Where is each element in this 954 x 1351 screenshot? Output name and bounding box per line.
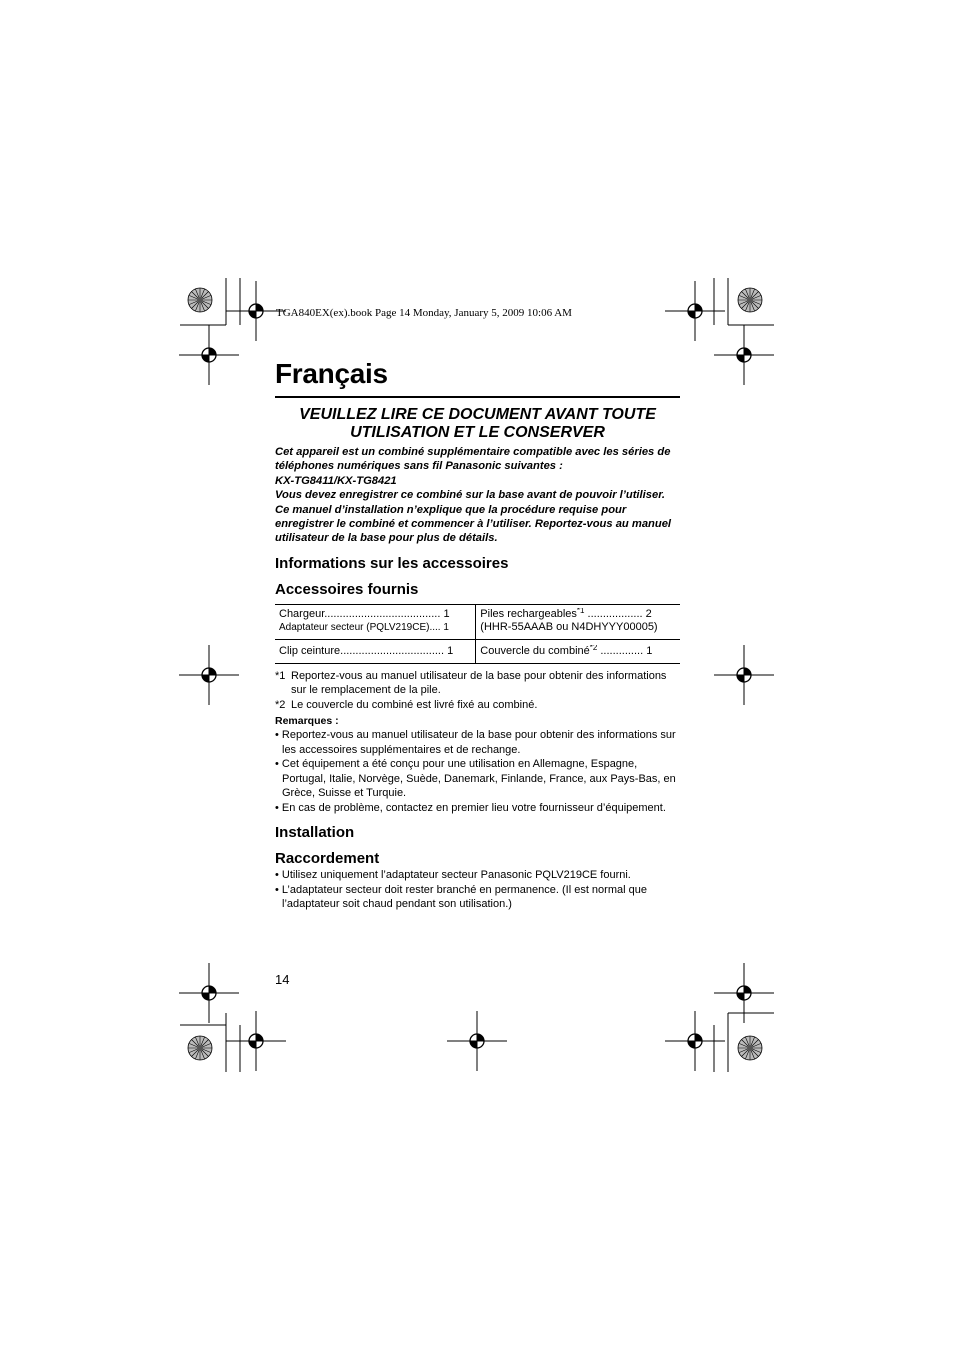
accessory-batteries-model: (HHR-55AAAB ou N4DHYYY00005) [480, 620, 658, 633]
footnote-mark: *2 [275, 698, 286, 711]
table-cell [275, 604, 476, 639]
section-installation: Installation [275, 824, 355, 842]
section-accessories: Informations sur les accessoires [275, 554, 509, 572]
list-item: • Utilisez uniquement l’adaptateur secteur Panasonic PQLV219CE fourni. [275, 868, 680, 883]
footnote-text: Reportez-vous au manuel utilisateur de la base pour obtenir des informations sur le remplacement de la pile. [291, 669, 667, 697]
intro-compat: Cet appareil est un combiné supplémentaire compatible avec les séries de téléphones numériques sans fil Panasonic suivantes : [275, 446, 671, 473]
list-item: • L’adaptateur secteur doit rester branché en permanence. (Il est normal que l’adaptateur soit chaud pendant son utilisation.) [275, 883, 680, 912]
cover-label: Couvercle du combiné [480, 644, 590, 657]
table-cell [275, 639, 476, 663]
star-target-icon [738, 1036, 762, 1060]
batteries-label: Piles rechargeables [480, 607, 577, 620]
intro-register: Vous devez enregistrer ce combiné sur la base avant de pouvoir l’utiliser. Ce manuel d’installation n’explique que la procédure requise pour enregistrer le combiné et commencer à l’utiliser. Reportez-vous au manuel utilisateur de la base pour plus de détails. [275, 489, 672, 545]
footnote [275, 669, 680, 698]
cover-qty: .............. 1 [597, 644, 653, 657]
accessory-batteries [480, 608, 676, 621]
accessory-charger: Chargeur...................................... 1 [279, 607, 450, 620]
subsection-connection: Raccordement [275, 850, 380, 868]
page-content [275, 356, 680, 912]
batteries-qty: .................. 2 [584, 607, 652, 620]
intro-block [275, 445, 680, 546]
accessory-cover [480, 645, 676, 658]
star-target-icon [188, 1036, 212, 1060]
table-cell [476, 639, 680, 663]
accessories-table [275, 604, 680, 664]
footnote-text: Le couvercle du combiné est livré fixé au combiné. [291, 698, 538, 711]
intro-models: KX-TG8411/KX-TG8421 [275, 474, 397, 487]
table-cell [476, 604, 680, 639]
star-target-icon [188, 288, 212, 312]
table-row [275, 639, 680, 663]
footnote-mark: *1 [275, 669, 286, 682]
accessory-adaptor: Adaptateur secteur (PQLV219CE).... 1 [279, 621, 449, 633]
page-number: 14 [275, 972, 290, 987]
footnote-ref: *1 [576, 607, 585, 615]
footnote [275, 698, 680, 713]
list-item: • Cet équipement a été conçu pour une utilisation en Allemagne, Espagne, Portugal, Italie, Norvège, Suède, Danemark, Finlande, France, aux Pays-Bas, en Grèce, Suisse et Turquie. [275, 757, 680, 801]
warning-heading: VEUILLEZ LIRE CE DOCUMENT AVANT TOUTE UTILISATION ET LE CONSERVER [299, 406, 656, 441]
remarks-title: Remarques : [275, 715, 339, 728]
book-file-info: TGA840EX(ex).book Page 14 Monday, January 5, 2009 10:06 AM [276, 307, 572, 319]
footnotes [275, 669, 680, 713]
list-item: • En cas de problème, contactez en premier lieu votre fournisseur d’équipement. [275, 801, 680, 816]
page-title: Français [275, 358, 388, 389]
star-target-icon [738, 288, 762, 312]
list-item: • Reportez-vous au manuel utilisateur de la base pour obtenir des informations sur les accessoires supplémentaires et de rechange. [275, 728, 680, 757]
connection-list [275, 868, 680, 912]
remarks-list [275, 728, 680, 815]
title-rule [275, 396, 680, 398]
table-row [275, 604, 680, 639]
accessory-belt-clip: Clip ceinture.................................. 1 [279, 644, 454, 657]
footnote-ref: *2 [589, 644, 598, 652]
subsection-supplied: Accessoires fournis [275, 580, 419, 598]
